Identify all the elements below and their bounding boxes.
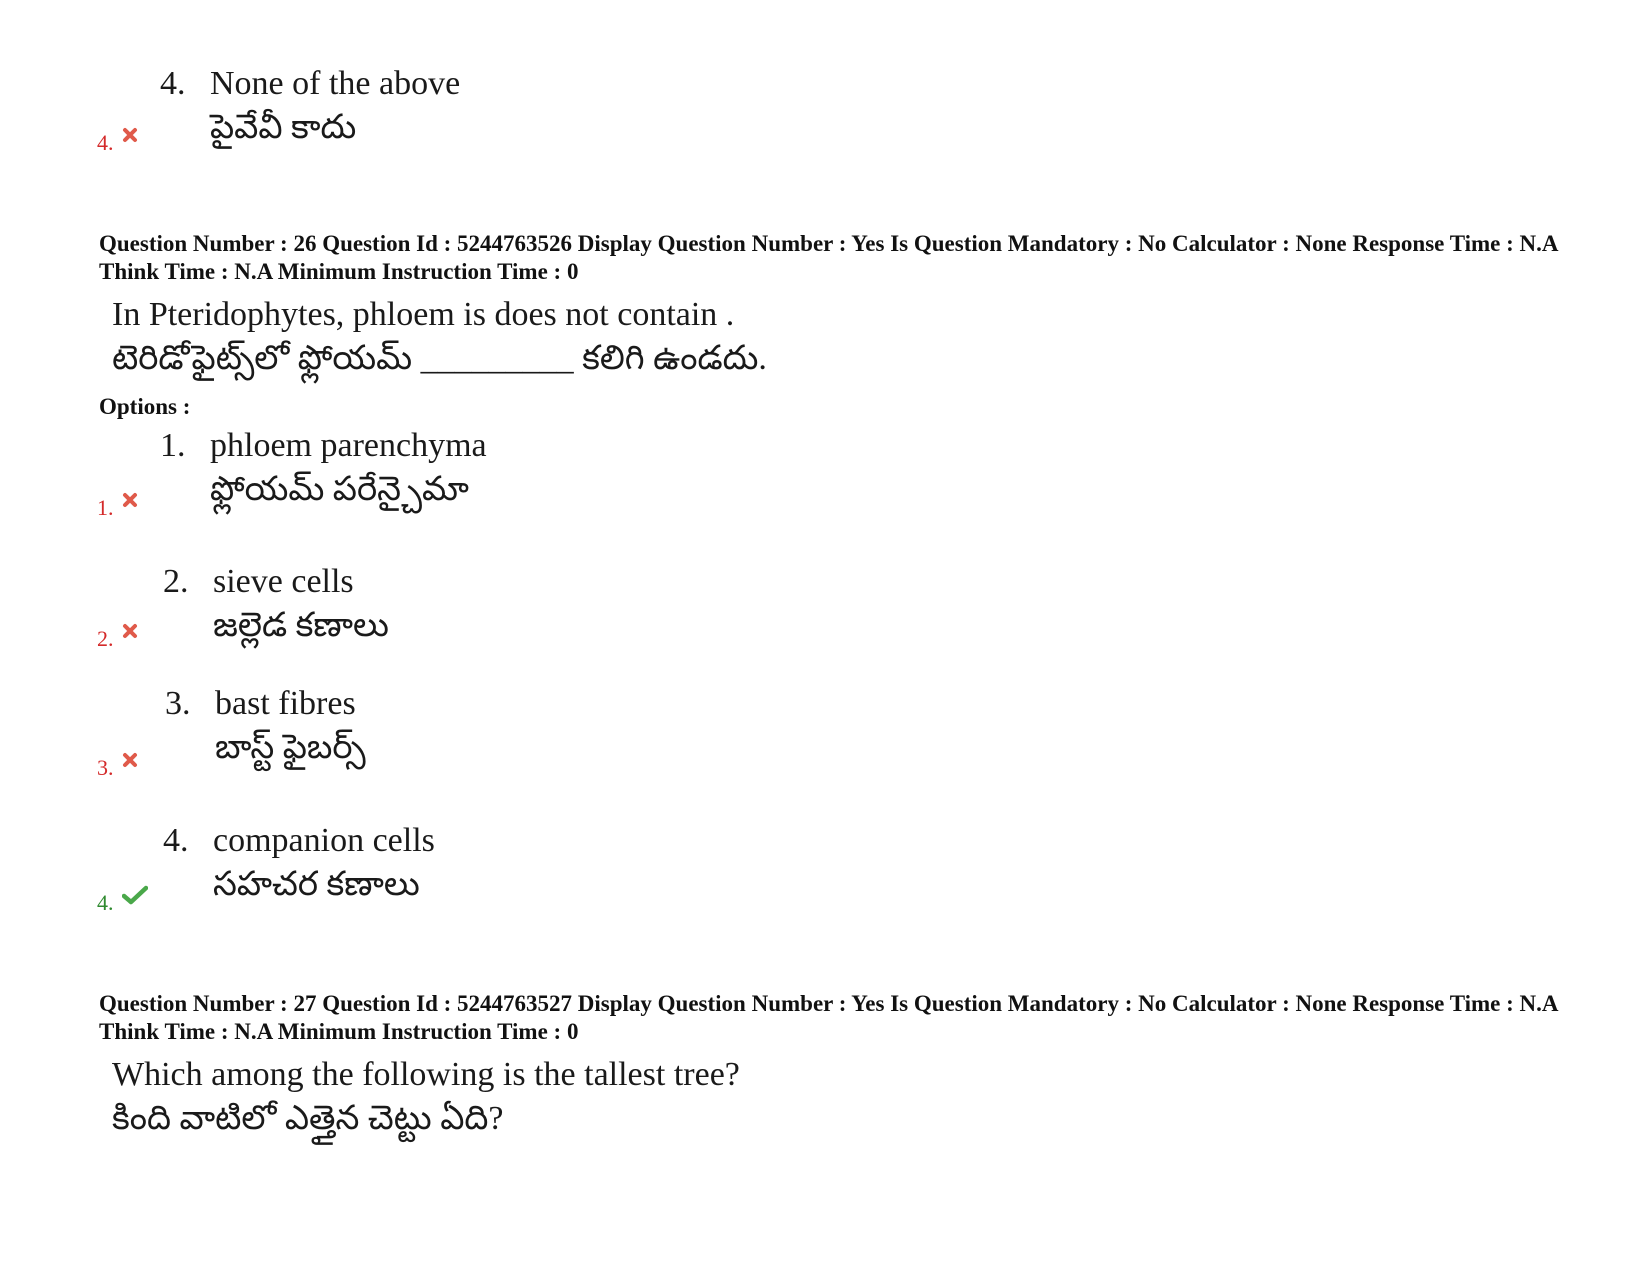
prev-option-4-marker xyxy=(97,132,138,154)
check-icon xyxy=(122,885,148,909)
option-text-te: జల్లెడ కణాలు xyxy=(213,607,389,644)
options-label: Options : xyxy=(99,394,191,419)
option-3-content xyxy=(165,682,366,770)
option-1-content xyxy=(160,424,487,512)
option-index: 4. xyxy=(160,65,186,102)
cross-icon xyxy=(122,125,138,147)
question-26-text xyxy=(112,293,767,381)
option-text-en: phloem parenchyma xyxy=(210,427,487,464)
option-text-en: bast fibres xyxy=(215,685,356,722)
option-4-marker xyxy=(97,892,148,914)
cross-icon xyxy=(122,621,138,643)
option-3-marker xyxy=(97,757,138,779)
option-index: 2. xyxy=(163,563,189,600)
option-text-te: బాస్ట్ ఫైబర్స్ xyxy=(215,729,366,766)
option-index: 3. xyxy=(165,685,191,722)
option-marker-number: 2. xyxy=(97,626,114,651)
option-text-te: పైవేవీ కాదు xyxy=(210,109,357,146)
prev-option-4-content xyxy=(160,62,460,150)
option-marker-number: 4. xyxy=(97,130,114,155)
option-1-marker xyxy=(97,497,138,519)
option-marker-number: 1. xyxy=(97,495,114,520)
option-index: 4. xyxy=(163,822,189,859)
option-text-en: None of the above xyxy=(210,65,461,102)
question-text-te: కింది వాటిలో ఎత్తైన చెట్టు ఏది? xyxy=(112,1100,504,1137)
option-text-te: సహచర కణాలు xyxy=(213,866,420,903)
question-text-en: In Pteridophytes, phloem is does not contain . xyxy=(112,296,735,333)
question-text-te: టెరిడోఫైట్స్‌లో ఫ్లోయమ్ _________ కలిగి ఉండదు. xyxy=(112,340,767,377)
question-text-en: Which among the following is the tallest tree? xyxy=(112,1056,740,1093)
option-2-content xyxy=(163,560,389,648)
option-marker-number: 3. xyxy=(97,755,114,780)
cross-icon xyxy=(122,490,138,512)
question-27-meta: Question Number : 27 Question Id : 5244763527 Display Question Number : Yes Is Question Mandatory : No Calculator : None Response Time : N.A Think Time : N.A Minimum Instruction Time : 0 xyxy=(99,991,1558,1044)
option-2-marker xyxy=(97,628,138,650)
question-26-meta: Question Number : 26 Question Id : 5244763526 Display Question Number : Yes Is Question Mandatory : No Calculator : None Response Time : N.A Think Time : N.A Minimum Instruction Time : 0 xyxy=(99,231,1558,284)
option-marker-number: 4. xyxy=(97,890,114,915)
cross-icon xyxy=(122,750,138,772)
option-4-content xyxy=(163,819,435,907)
option-text-en: companion cells xyxy=(213,822,435,859)
question-27-text xyxy=(112,1053,740,1141)
option-text-te: ఫ్లోయమ్ పరేన్చైమా xyxy=(210,471,469,508)
option-index: 1. xyxy=(160,427,186,464)
option-text-en: sieve cells xyxy=(213,563,354,600)
